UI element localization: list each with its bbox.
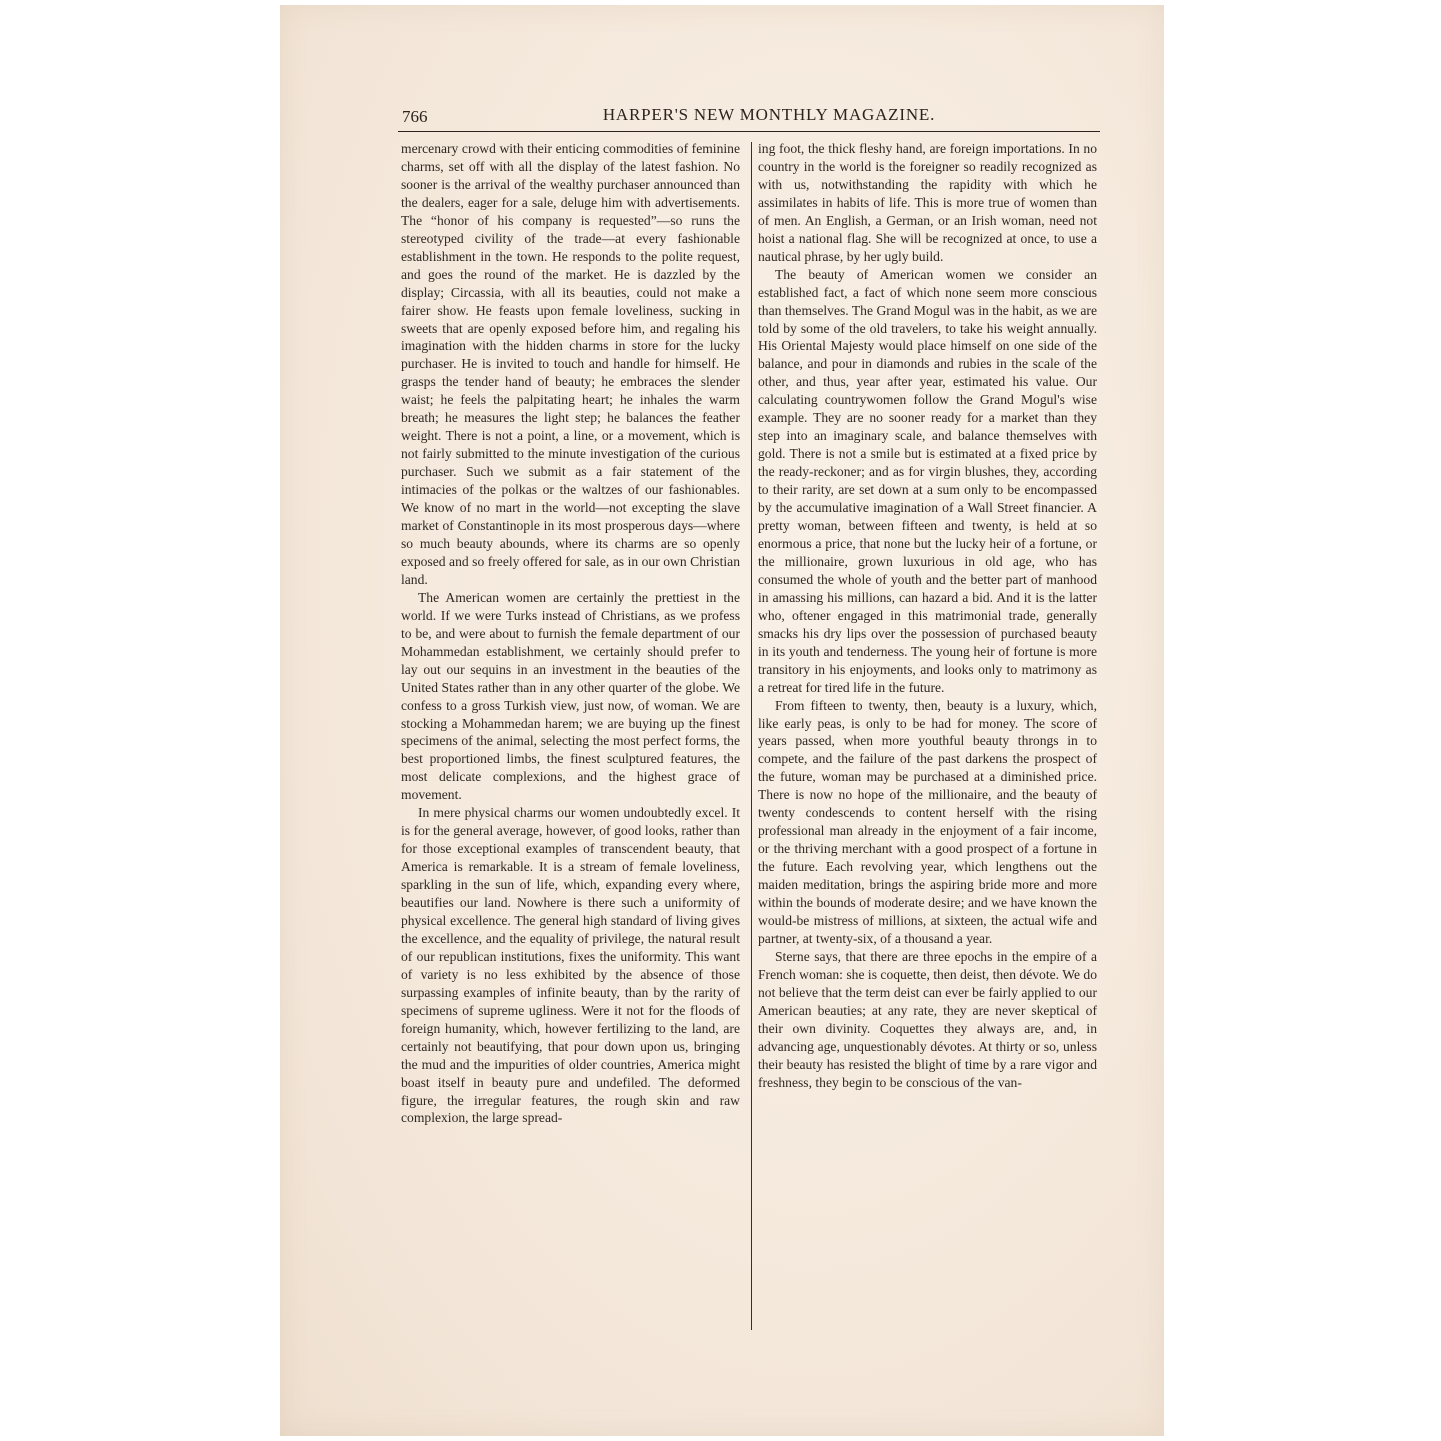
column-divider bbox=[751, 142, 752, 1330]
paragraph: The beauty of American women we consider an established fact, a fact of which none seem more conscious than themselves. The Grand Mogul was in the habit, as we are told by some of the old travelers, to take his weight annually. His Oriental Majesty would place himself on one side of the balance, and pour in diamonds and rubies in the scale of the other, and thus, year after year, estimated his value. Our calculating countrywomen follow the Grand Mogul's wise example. They are no sooner ready for a market than they step into an imaginary scale, and balance themselves with gold. There is not a smile but is estimated at a fixed price by the ready-reckoner; and as for virgin blushes, they, according to their rarity, are set down at a sum only to be encompassed by the accumulative imagination of a Wall Street financier. A pretty woman, between fifteen and twenty, is held at so enormous a price, that none but the lucky heir of a fortune, or the millionaire, grown luxurious in old age, who has consumed the whole of youth and the better part of manhood in amassing his millions, can hazard a bid. And it is the latter who, oftener engaged in this matrimonial trade, generally smacks his dry lips over the possession of purchased beauty in its youth and tenderness. The young heir of fortune is more transitory in his enjoyments, and looks only to matrimony as a retreat for tired life in the future. bbox=[758, 266, 1097, 695]
right-column bbox=[758, 140, 1097, 1335]
magazine-page bbox=[280, 5, 1164, 1436]
running-head-title: HARPER'S NEW MONTHLY MAGAZINE. bbox=[602, 105, 936, 124]
paragraph: mercenary crowd with their enticing commodities of feminine charms, set off with all the display of the latest fashion. No sooner is the arrival of the wealthy purchaser announced than the dealers, eager for a sale, deluge him with advertisements. The “honor of his company is requested”—so runs the stereotyped civility of the trade—at every fashionable establishment in the town. He responds to the polite request, and goes the round of the market. He is dazzled by the display; Circassia, with all its beauties, could not make a fairer show. He feasts upon female loveliness, sucking in sweets that are openly exposed before him, and regaling his imagination with the hidden charms in store for the lucky purchaser. He is invited to touch and handle for himself. He grasps the tender hand of beauty; he embraces the slender waist; he feels the palpitating heart; he inhales the warm breath; he measures the light step; he balances the feather weight. There is not a point, a line, or a movement, which is not fairly submitted to the minute investigation of the curious purchaser. Such we submit as a fair statement of the intimacies of the polkas or the waltzes of our fashionables. We know of no mart in the world—not excepting the slave market of Constantinople in its most prosperous days—where so much beauty abounds, where its charms are so openly exposed and so freely offered for sale, as in our own Christian land. bbox=[401, 141, 740, 587]
paragraph: The American women are certainly the prettiest in the world. If we were Turks instead of Christians, as we profess to be, and were about to furnish the female department of our Mohammedan establishment, we certainly should prefer to lay out our sequins in an investment in the beauties of the United States rather than in any other quarter of the globe. We confess to a gross Turkish view, just now, of woman. We are stocking a Mohammedan harem; we are buying up the finest specimens of the animal, selecting the most perfect forms, the best proportioned limbs, the finest sculptured features, the most delicate complexions, and the highest grace of movement. bbox=[401, 589, 740, 803]
page-number: 766 bbox=[402, 107, 428, 126]
paragraph: Sterne says, that there are three epochs in the empire of a French woman: she is coquette, then deist, then dévote. We do not believe that the term deist can ever be fairly applied to our American beauties; at any rate, they are never skeptical of their own divinity. Coquettes they always are, and, in advancing age, unquestionably dévotes. At thirty or so, unless their beauty has resisted the blight of time by a rare vigor and freshness, they begin to be conscious of the van- bbox=[758, 948, 1097, 1090]
paragraph: In mere physical charms our women undoubtedly excel. It is for the general average, however, of good looks, rather than for those exceptional examples of transcendent beauty, that America is remarkable. It is a stream of female loveliness, sparkling in the sun of life, which, expanding every where, beautifies our land. Nowhere is there such a uniformity of physical excellence. The general high standard of living gives the excellence, and the equality of privilege, the natural result of our republican institutions, fixes the uniformity. This want of variety is no less exhibited by the absence of those surpassing examples of infinite beauty, than by the rarity of specimens of supreme ugliness. Were it not for the floods of foreign humanity, which, however fertilizing to the land, are certainly not beautifying, that pour down upon us, bringing the mud and the impurities of older countries, America might boast itself in beauty pure and undefiled. The deformed figure, the irregular features, the rough skin and raw complexion, the large spread- bbox=[401, 805, 740, 1126]
left-column bbox=[401, 140, 740, 1335]
paragraph: ing foot, the thick fleshy hand, are foreign importations. In no country in the world is the foreigner so readily recognized as with us, notwithstanding the rapidity with which he assimilates in habits of life. This is more true of women than of men. An English, a German, or an Irish woman, need not hoist a national flag. She will be recognized at once, to use a nautical phrase, by her ugly build. bbox=[758, 141, 1097, 264]
paragraph: From fifteen to twenty, then, beauty is a luxury, which, like early peas, is only to be had for money. The score of years passed, when more youthful beauty throngs in to compete, and the failure of the past darkens the prospect of the future, woman may be purchased at a diminished price. There is now no hope of the millionaire, and the beauty of twenty condescends to content herself with the rising professional man already in the enjoyment of a fair income, or the thriving merchant with a good prospect of a fortune in the future. Each revolving year, which lengthens out the maiden meditation, brings the aspiring bride more and more within the bounds of moderate desire; and we have known the would-be mistress of millions, at sixteen, the actual wife and partner, at twenty-six, of a thousand a year. bbox=[758, 697, 1097, 946]
page-header bbox=[398, 105, 1100, 132]
